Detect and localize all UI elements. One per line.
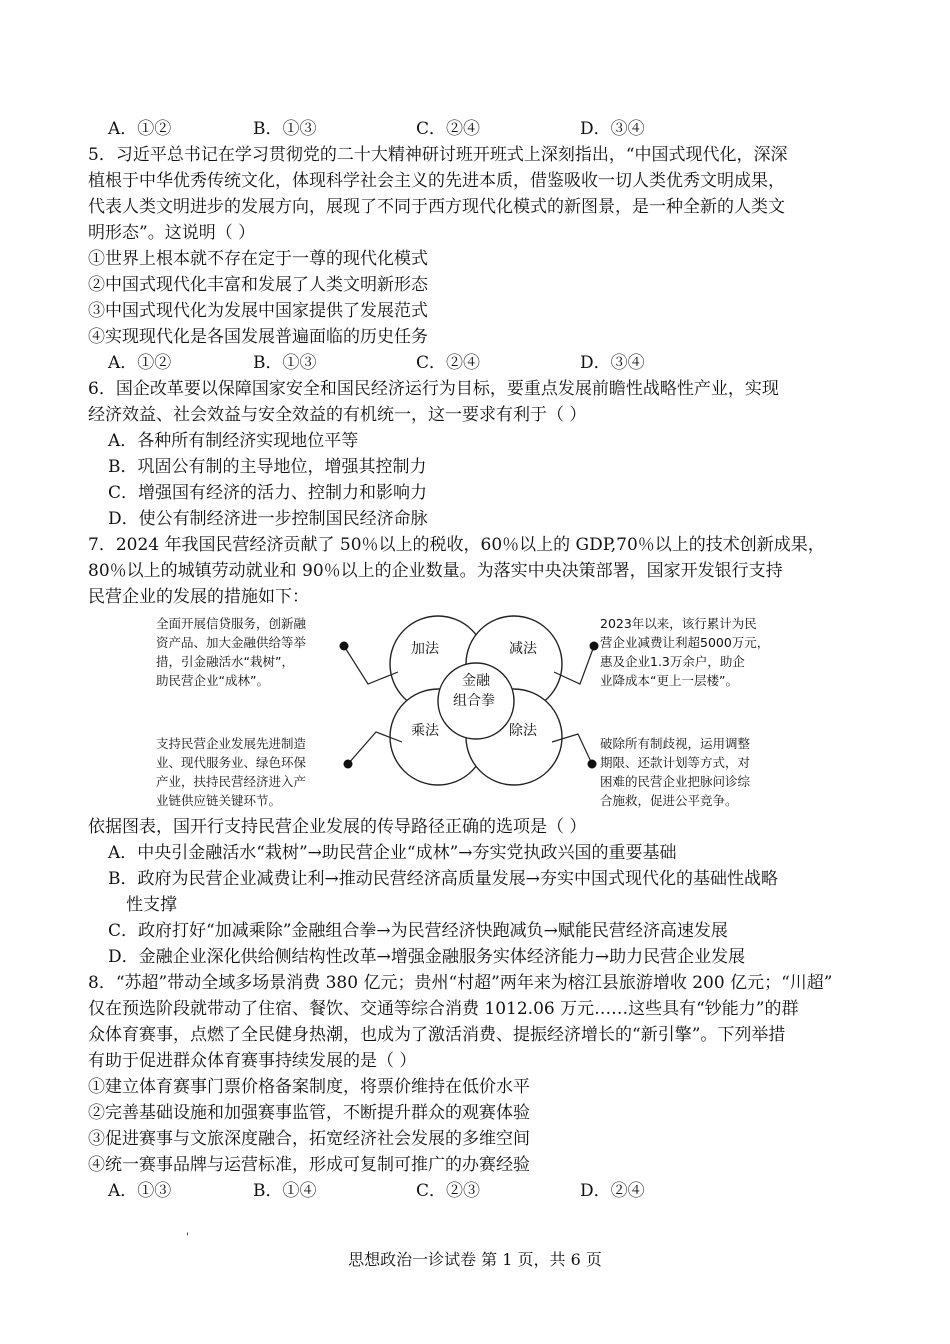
q8-statement: ②完善基础设施和加强赛事监管，不断提升群众的观赛体验 xyxy=(88,1103,530,1123)
q5-option-b[interactable]: B．①③ xyxy=(253,353,317,373)
text-tr-line: 营企业减费让利超5000万元， xyxy=(600,635,770,650)
text-bl xyxy=(156,734,306,810)
q6-option-d[interactable]: D．使公有制经济进一步控制国民经济命脉 xyxy=(108,509,428,529)
dot-bl xyxy=(344,760,353,769)
q8-statement: ③促进赛事与文旅深度融合，拓宽经济社会发展的多维空间 xyxy=(88,1129,530,1149)
text-tl-line: 措，引金融活水“栽树”， xyxy=(156,654,294,669)
q8-option-c[interactable]: C．②③ xyxy=(416,1181,481,1201)
label-center-2: 组合拳 xyxy=(453,693,495,709)
finance-combo-diagram xyxy=(148,612,788,812)
q8-stem-line: 仅在预选阶段就带动了住宿、餐饮、交通等综合消费 1012.06 万元……这些具有“钞能力”的群 xyxy=(88,999,799,1019)
q6-option-b[interactable]: B．巩固公有制的主导地位，增强其控制力 xyxy=(108,457,427,477)
q5-statement: ④实现现代化是各国发展普遍面临的历史任务 xyxy=(88,327,428,347)
text-tl-line: 资产品、加大金融供给等举 xyxy=(156,635,307,650)
q7-option-b-cont: 性支撑 xyxy=(126,895,177,915)
q7-stem-line: 7．2024 年我国民营经济贡献了 50％以上的税收，60％以上的 GDP,70％以上的技术创新成果， xyxy=(88,535,825,555)
q8-option-a[interactable]: A．①③ xyxy=(108,1181,172,1201)
text-tl xyxy=(156,614,306,690)
q6-stem-line: 经济效益、社会效益与安全效益的有机统一，这一要求有利于（ ） xyxy=(88,405,587,425)
q6-stem-line: 6．国企改革要以保障国家安全和国民经济运行为目标，要重点发展前瞻性战略性产业，实现 xyxy=(88,379,779,399)
text-bl-line: 业链供应链关键环节。 xyxy=(156,793,282,808)
q4-options xyxy=(108,116,808,142)
text-tl-line: 全面开展信贷服务，创新融 xyxy=(156,616,307,631)
q4-option-b[interactable]: B．①③ xyxy=(253,119,317,139)
q5-option-c[interactable]: C．②④ xyxy=(416,353,481,373)
label-divide: 除法 xyxy=(509,723,537,739)
q7-stem-line: 80％以上的城镇劳动就业和 90％以上的企业数量。为落实中央决策部署，国家开发银行支持 xyxy=(88,561,783,581)
q5-option-d[interactable]: D．③④ xyxy=(580,353,645,373)
q7-option-c[interactable]: C．政府打好“加减乘除”金融组合拳→为民营经济快跑减负→赋能民营经济高速发展 xyxy=(108,921,728,941)
q8-option-d[interactable]: D．②④ xyxy=(580,1181,645,1201)
stray-mark: ' xyxy=(186,1232,189,1243)
q4-option-d[interactable]: D．③④ xyxy=(580,119,645,139)
q5-stem-line: 5．习近平总书记在学习贯彻党的二十大精神研讨班开班式上深刻指出，“中国式现代化，深深 xyxy=(88,145,788,165)
text-tr xyxy=(600,614,769,690)
text-br-line: 困难的民营企业把脉问诊综 xyxy=(600,774,751,789)
text-tr-line: 惠及企业1.3万余户，助企 xyxy=(600,654,745,669)
text-br-line: 破除所有制歧视，运用调整 xyxy=(600,736,751,751)
text-br-line: 合施救，促进公平竞争。 xyxy=(600,793,738,808)
label-add: 加法 xyxy=(411,641,439,657)
q8-stem-line: 有助于促进群众体育赛事持续发展的是（ ） xyxy=(88,1051,417,1071)
dot-tr xyxy=(590,642,599,651)
q7-option-b[interactable]: B．政府为民营企业减费让利→推动民营经济高质量发展→夯实中国式现代化的基础性战略 xyxy=(108,869,778,889)
q5-stem-line: 明形态”。这说明（ ） xyxy=(88,223,256,243)
q8-statement: ④统一赛事品牌与运营标准，形成可复制可推广的办赛经验 xyxy=(88,1155,530,1175)
label-center-1: 金融 xyxy=(462,673,490,689)
text-bl-line: 产业，扶持民营经济进入产 xyxy=(156,774,307,789)
q7-option-a[interactable]: A．中央引金融活水“栽树”→助民营企业“成林”→夯实党执政兴国的重要基础 xyxy=(108,843,677,863)
q8-stem-line: 8．“苏超”带动全域多场景消费 380 亿元；贵州“村超”两年来为榕江县旅游增收 200 亿元；“川超” xyxy=(88,973,833,993)
q5-statement: ③中国式现代化为发展中国家提供了发展范式 xyxy=(88,301,428,321)
text-tr-line: 业降成本“更上一层楼”。 xyxy=(600,673,738,688)
dot-br xyxy=(588,760,597,769)
q7-option-d[interactable]: D．金融企业深化供给侧结构性改革→增强金融服务实体经济能力→助力民营企业发展 xyxy=(108,947,746,967)
text-tr-line: 2023年以来，该行累计为民 xyxy=(600,616,757,631)
text-br xyxy=(600,734,750,810)
q8-option-b[interactable]: B．①④ xyxy=(253,1181,317,1201)
text-br-line: 期限、还款计划等方式，对 xyxy=(600,755,751,770)
q8-stem-line: 众体育赛事，点燃了全民健身热潮，也成为了激活消费、提振经济增长的“新引擎”。下列举措 xyxy=(88,1025,786,1045)
dot-tl xyxy=(340,642,349,651)
text-bl-line: 业、现代服务业、绿色环保 xyxy=(156,755,307,770)
label-multiply: 乘法 xyxy=(411,723,439,739)
q5-statement: ①世界上根本就不存在定于一尊的现代化模式 xyxy=(88,249,428,269)
q7-question: 依据图表，国开行支持民营企业发展的传导路径正确的选项是（ ） xyxy=(88,817,587,837)
q5-stem-line: 代表人类文明进步的发展方向，展现了不同于西方现代化模式的新图景，是一种全新的人类文 xyxy=(88,197,785,217)
q6-option-a[interactable]: A．各种所有制经济实现地位平等 xyxy=(108,431,359,451)
text-tl-line: 助民营企业“成林”。 xyxy=(156,673,269,688)
q5-option-a[interactable]: A．①② xyxy=(108,353,172,373)
text-bl-line: 支持民营企业发展先进制造 xyxy=(156,736,307,751)
q5-statement: ②中国式现代化丰富和发展了人类文明新形态 xyxy=(88,275,428,295)
q7-stem-line: 民营企业的发展的措施如下： xyxy=(88,587,309,607)
label-subtract: 减法 xyxy=(509,641,537,657)
q8-statement: ①建立体育赛事门票价格备案制度，将票价维持在低价水平 xyxy=(88,1077,530,1097)
q4-option-a[interactable]: A．①② xyxy=(108,119,172,139)
q4-option-c[interactable]: C．②④ xyxy=(416,119,481,139)
q8-options xyxy=(108,1178,808,1204)
q5-options xyxy=(108,350,808,376)
page-footer: 思想政治一诊试卷 第 1 页，共 6 页 xyxy=(348,1250,602,1269)
q6-option-c[interactable]: C．增强国有经济的活力、控制力和影响力 xyxy=(108,483,428,503)
q5-stem-line: 植根于中华优秀传统文化，体现科学社会主义的先进本质，借鉴吸收一切人类优秀文明成果， xyxy=(88,171,785,191)
